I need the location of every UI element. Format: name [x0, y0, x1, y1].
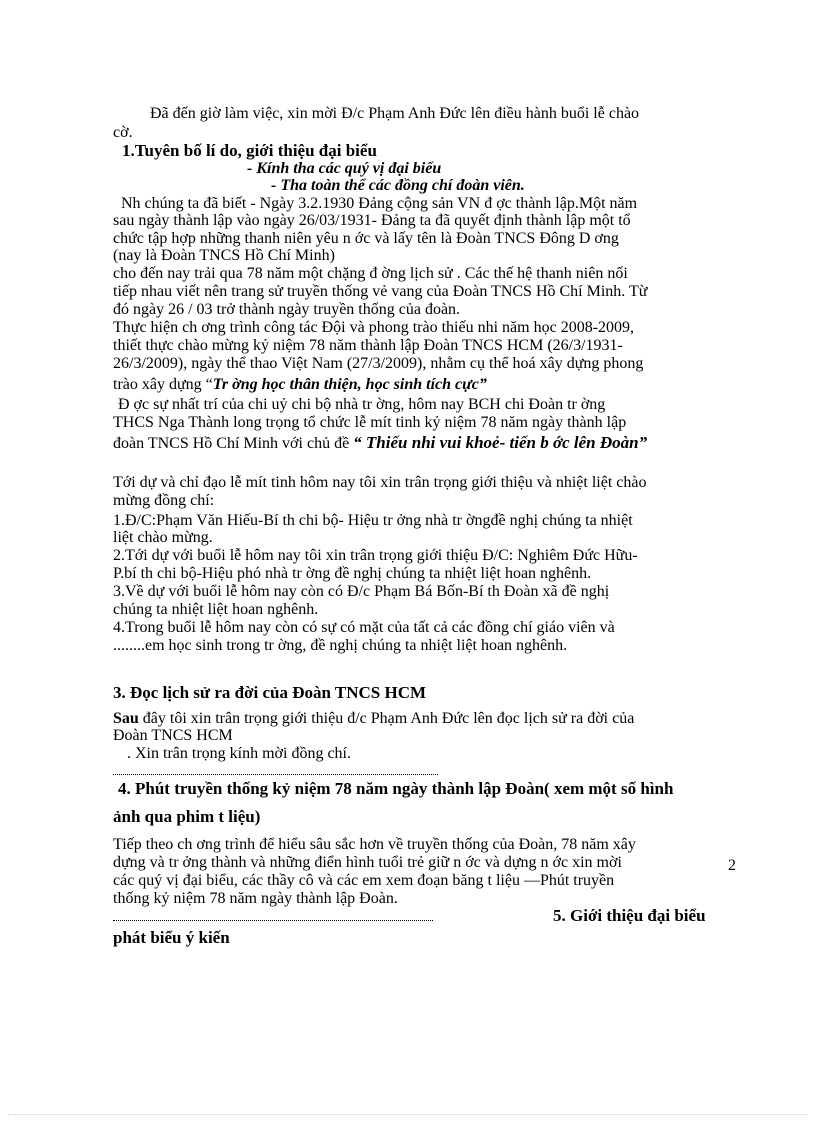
greeting-guests: - Kính tha các quý vị đại biểu — [247, 160, 442, 177]
paragraph-line — [113, 376, 753, 393]
paragraph-line: P.bí th chi bộ-Hiệu phó nhà tr ờng đề nghị chúng ta nhiệt liệt hoan nghênh. — [113, 565, 592, 582]
section-3-heading: 3. Đọc lịch sử ra đời của Đoàn TNCS HCM — [113, 683, 427, 702]
page-number: 2 — [728, 857, 736, 874]
paragraph-line: Tiếp theo ch ơng trình để hiểu sâu sắc hơn về truyền thống của Đoàn, 78 năm xây — [113, 836, 636, 853]
section-1-heading: 1.Tuyên bố lí do, giới thiệu đại biểu — [122, 141, 377, 160]
paragraph-line: 2.Tới dự với buổi lễ hôm nay tôi xin trân trọng giới thiệu Đ/C: Nghiêm Đức Hữu- — [113, 547, 638, 564]
slogan-text: Tr ờng học thân thiện, học sinh tích cực” — [212, 376, 487, 393]
text-run-bold: Sau — [113, 710, 139, 727]
intro-line: Đã đến giờ làm việc, xin mời Đ/c Phạm Anh Đức lên điều hành buổi lễ chào — [150, 105, 640, 122]
section-4-heading: 4. Phút truyền thống kỷ niệm 78 năm ngày thành lập Đoàn( xem một số hình — [118, 779, 674, 798]
theme-text: “ Thiếu nhi vui khoẻ- tiến b ớc lên Đoàn” — [353, 433, 648, 452]
paragraph-line: 26/3/2009), ngày thể thao Việt Nam (27/3/2009), nhằm cụ thể hoá xây dựng phong — [113, 355, 644, 372]
section-5-heading-cont: phát biểu ý kiến — [113, 928, 230, 947]
page-bottom-rule — [8, 1114, 808, 1115]
paragraph-line: mừng đồng chí: — [113, 492, 215, 509]
paragraph-line: (nay là Đoàn TNCS Hồ Chí Minh) — [113, 247, 335, 264]
paragraph-line: Nh chúng ta đã biết - Ngày 3.2.1930 Đảng cộng sản VN đ ợc thành lập.Một năm — [121, 195, 638, 212]
paragraph-line: Đoàn TNCS HCM — [113, 727, 233, 744]
paragraph-line: đó ngày 26 / 03 trở thành ngày truyền thống của đoàn. — [113, 301, 461, 318]
intro-line-cont: cờ. — [113, 124, 133, 141]
text-run: đoàn TNCS Hồ Chí Minh với chủ đề — [113, 435, 354, 452]
paragraph-line: cho đến nay trải qua 78 năm một chặng đ ờng lịch sử . Các thế hệ thanh niên nối — [113, 265, 628, 282]
paragraph-line: liệt chào mừng. — [113, 529, 213, 546]
paragraph-line: 4.Trong buổi lễ hôm nay còn có sự có mặt của tất cả các đồng chí giáo viên và — [113, 619, 615, 636]
paragraph-line: Tới dự và chỉ đạo lễ mít tinh hôm nay tôi xin trân trọng giới thiệu và nhiệt liệt chào — [113, 474, 647, 491]
paragraph-line: tiếp nhau viết nên trang sử truyền thống vẻ vang của Đoàn TNCS Hồ Chí Minh. Từ — [113, 283, 648, 300]
section-5-heading: 5. Giới thiệu đại biểu — [553, 906, 706, 925]
paragraph-line: thiết thực chào mừng kỷ niệm 78 năm thành lập Đoàn TNCS HCM (26/3/1931- — [113, 337, 623, 354]
paragraph-line: dựng và tr ởng thành và những điển hình tuổi trẻ giữ n ớc và dựng n ớc xin mời — [113, 854, 622, 871]
paragraph-line: THCS Nga Thành long trọng tổ chức lễ mít tinh kỷ niệm 78 năm ngày thành lập — [113, 414, 627, 431]
paragraph-line: 1.Đ/C:Phạm Văn Hiếu-Bí th chi bộ- Hiệu tr ởng nhà tr ờngđề nghị chúng ta nhiệt — [113, 512, 633, 529]
paragraph-line: Thực hiện ch ơng trình công tác Đội và phong trào thiếu nhi năm học 2008-2009, — [113, 319, 635, 336]
text-run: trào xây dựng “ — [113, 376, 213, 393]
section-4-heading-cont: ảnh qua phim t liệu) — [113, 807, 261, 826]
text-run: đây tôi xin trân trọng giới thiệu đ/c Phạm Anh Đức lên đọc lịch sử ra đời của — [138, 710, 635, 727]
paragraph-line: . Xin trân trọng kính mời đồng chí. — [127, 745, 351, 762]
paragraph-line: 3.Về dự với buổi lễ hôm nay còn có Đ/c Phạm Bá Bốn-Bí th Đoàn xã đề nghị — [113, 583, 610, 600]
paragraph-line: chức tập hợp những thanh niên yêu n ớc và lấy tên là Đoàn TNCS Đông D ơng — [113, 230, 619, 247]
dotted-separator — [113, 774, 438, 775]
greeting-members: - Tha toàn thể các đồng chí đoàn viên. — [271, 177, 525, 194]
paragraph-line — [113, 434, 753, 452]
paragraph-line: ........em học sinh trong tr ờng, đề nghị chúng ta nhiệt liệt hoan nghênh. — [113, 637, 568, 654]
dotted-separator — [113, 920, 433, 921]
paragraph-line: thống kỷ niệm 78 năm ngày thành lập Đoàn. — [113, 890, 398, 907]
paragraph-line: Đ ợc sự nhất trí của chi uỷ chi bộ nhà tr ờng, hôm nay BCH chi Đoàn tr ờng — [118, 396, 606, 413]
paragraph-line — [113, 710, 753, 727]
paragraph-line: các quý vị đại biểu, các thầy cô và các em xem đoạn băng t liệu —Phút truyền — [113, 872, 615, 889]
paragraph-line: chúng ta nhiệt liệt hoan nghênh. — [113, 601, 319, 618]
paragraph-line: sau ngày thành lập vào ngày 26/03/1931- Đảng ta đã quyết định thành lập một tổ — [113, 212, 631, 229]
